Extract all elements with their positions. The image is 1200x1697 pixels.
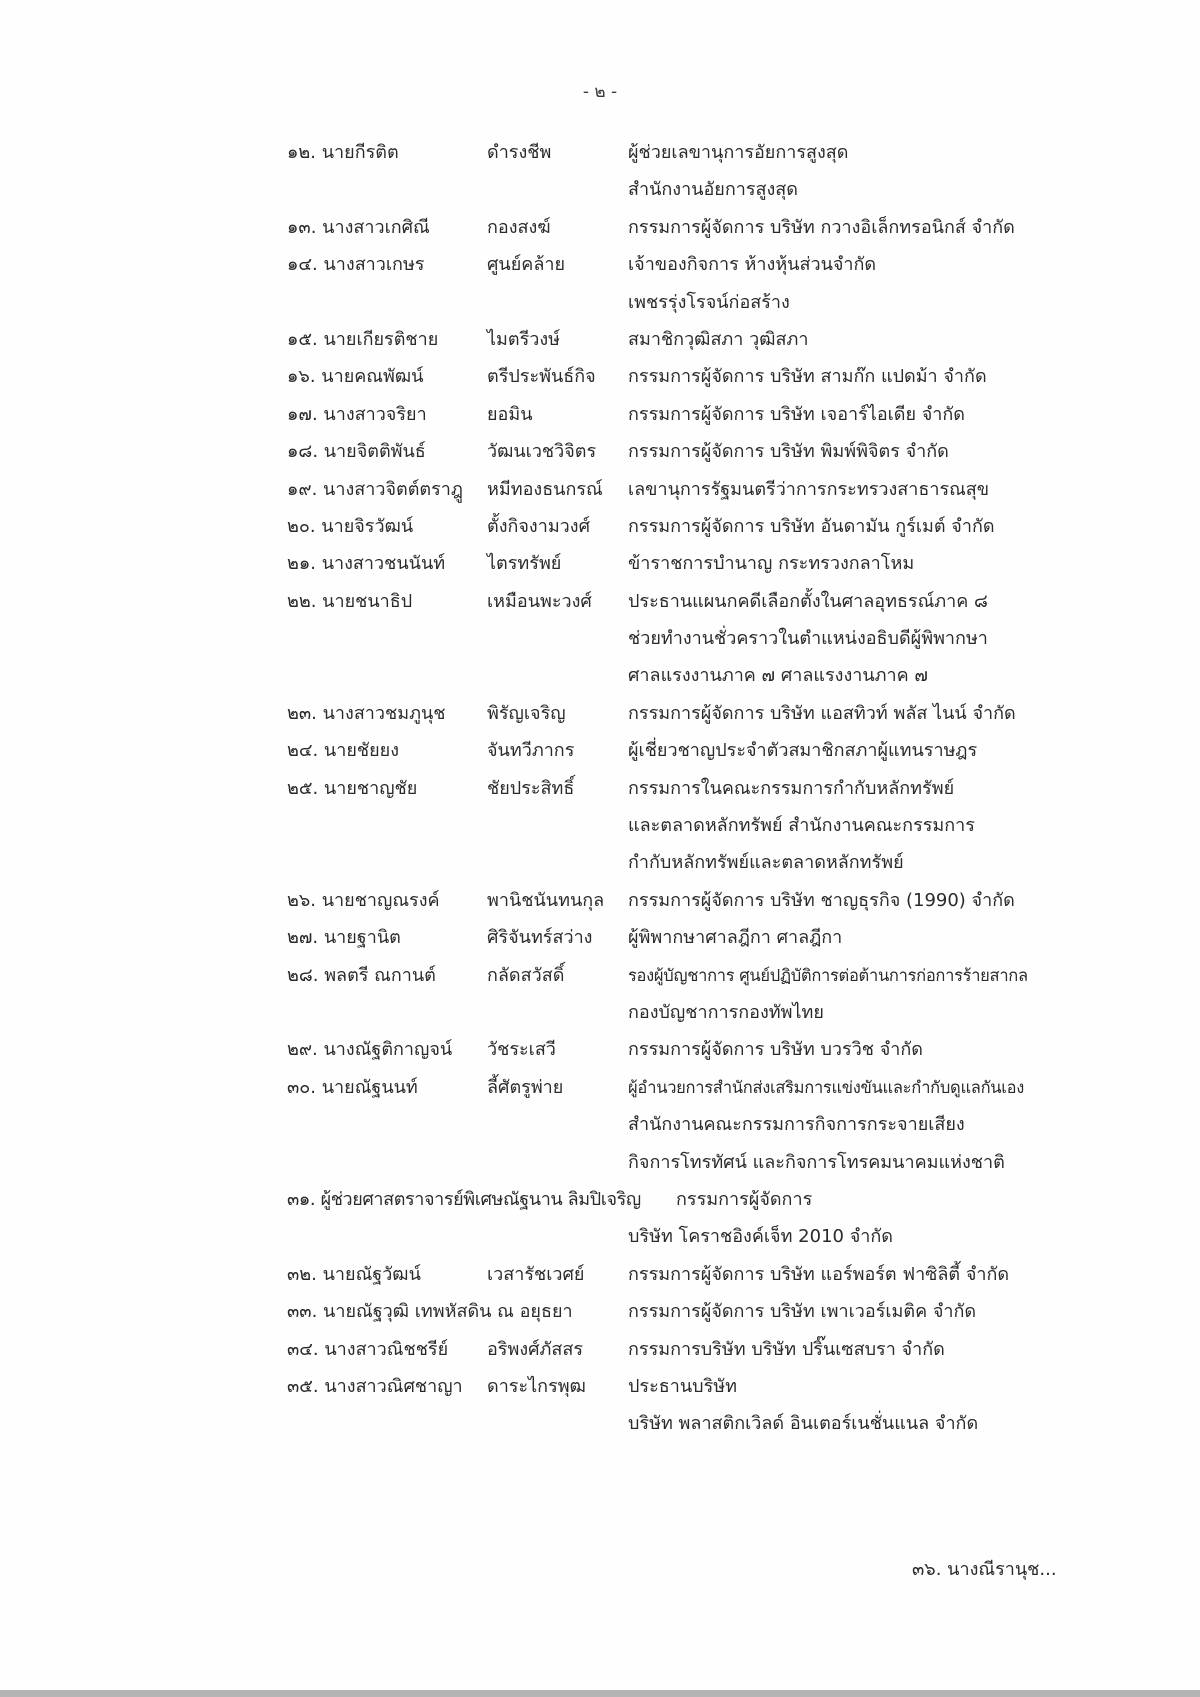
list-item (0, 1368, 1200, 1405)
appointee-name: ๑๔. นางสาวเกษร (287, 254, 425, 276)
appointee-surname: พานิชนันทนกุล (487, 889, 605, 911)
appointee-position: กรรมการบริษัท บริษัท ปริ๊นเซสบรา จำกัด (628, 1338, 945, 1360)
appointee-surname: เวสารัชเวศย์ (487, 1263, 585, 1285)
appointee-surname: ดำรงชีพ (487, 142, 552, 163)
appointee-name: ๑๒. นายกีรติต (287, 142, 399, 163)
appointee-name: ๓๒. นายณัฐวัฒน์ (287, 1263, 421, 1285)
continuation-marker: ๓๖. นางณีรานุช... (912, 1559, 1057, 1580)
appointee-position: สมาชิกวุฒิสภา วุฒิสภา (628, 328, 809, 350)
appointee-name: ๑๙. นางสาวจิตต์ตราฎู (287, 478, 463, 500)
appointee-position: ผู้เชี่ยวชาญประจำตัวสมาชิกสภาผู้แทนราษฎร (628, 740, 978, 762)
appointee-position: กรรมการผู้จัดการ บริษัท แอสทิวท์ พลัส ไนน์ จำกัด (628, 702, 1016, 724)
appointee-name: ๒๐. นายจิรวัฒน์ (287, 515, 414, 537)
appointee-position: ประธานแผนกคดีเลือกตั้งในศาลอุทธรณ์ภาค ๘ (628, 590, 988, 612)
appointee-name: ๓๐. นายณัฐนนท์ (287, 1076, 418, 1098)
appointee-position: กรรมการผู้จัดการ บริษัท แอร์พอร์ต ฟาซิลิตี้ จำกัด (628, 1263, 1010, 1285)
appointee-surname: ศิริจันทร์สว่าง (487, 927, 593, 949)
list-item-continuation (0, 1405, 1200, 1442)
appointee-position: กำกับหลักทรัพย์และตลาดหลักทรัพย์ (628, 852, 904, 874)
list-item-continuation (0, 1218, 1200, 1255)
page-bottom-border (0, 1690, 1200, 1697)
list-item (0, 695, 1200, 732)
appointee-name: ๑๗. นางสาวจริยา (287, 403, 427, 425)
list-item (0, 1293, 1200, 1330)
list-item (0, 471, 1200, 508)
appointee-position: ศาลแรงงานภาค ๗ ศาลแรงงานภาค ๗ (628, 665, 928, 687)
appointee-position: เลขานุการรัฐมนตรีว่าการกระทรวงสาธารณสุข (628, 478, 990, 500)
list-item (0, 433, 1200, 470)
list-item (0, 134, 1200, 171)
appointee-position: บริษัท โคราชอิงค์เจ็ท 2010 จำกัด (628, 1226, 893, 1248)
appointee-surname: ไตรทรัพย์ (487, 553, 562, 575)
list-item (0, 1031, 1200, 1068)
list-item (0, 358, 1200, 395)
appointee-position: ประธานบริษัท (628, 1375, 737, 1397)
list-item-continuation (0, 657, 1200, 694)
appointee-surname: ยอมิน (487, 403, 533, 425)
appointee-surname: ชัยประสิทธิ์ (487, 777, 575, 799)
appointee-position: กรรมการผู้จัดการ บริษัท เพาเวอร์เมติค จำกัด (628, 1301, 977, 1323)
list-item (0, 246, 1200, 283)
appointee-surname: วัชระเสวี (487, 1039, 556, 1061)
list-item (0, 1181, 1200, 1218)
appointee-surname: กองสงฆ์ (487, 216, 551, 238)
appointee-position: กรรมการในคณะกรรมการกำกับหลักทรัพย์ (628, 777, 955, 799)
appointee-name: ๒๑. นางสาวชนนันท์ (287, 553, 446, 575)
appointee-name: ๓๔. นางสาวณิชชรีย์ (287, 1338, 449, 1360)
appointee-name: ๒๘. พลตรี ณกานต์ (287, 964, 436, 986)
appointee-position: กองบัญชาการกองทัพไทย (628, 1001, 824, 1023)
appointee-position: รองผู้บัญชาการ ศูนย์ปฏิบัติการต่อต้านการก่อการร้ายสากล (628, 965, 1028, 985)
appointee-position: ช่วยทำงานชั่วคราวในตำแหน่งอธิบดีผู้พิพากษา (628, 628, 988, 650)
appointee-name: ๒๕. นายชาญชัย (287, 777, 418, 799)
appointee-name: ๒๖. นายชาญณรงค์ (287, 889, 440, 911)
appointee-position: กิจการโทรทัศน์ และกิจการโทรคมนาคมแห่งชาติ (628, 1151, 1005, 1173)
list-item (0, 957, 1200, 994)
appointee-surname: วัฒนเวชวิจิตร (487, 441, 597, 463)
appointee-surname: จันทวีภากร (487, 740, 575, 762)
list-item (0, 770, 1200, 807)
appointee-name: ๑๘. นายจิตติพันธ์ (287, 441, 426, 463)
list-item (0, 1069, 1200, 1106)
appointee-position: บริษัท พลาสติกเวิลด์ อินเตอร์เนชั่นแนล จำกัด (628, 1413, 979, 1435)
appointee-position: สำนักงานคณะกรรมการกิจการกระจายเสียง (628, 1114, 965, 1136)
list-item (0, 396, 1200, 433)
list-item (0, 919, 1200, 956)
appointee-position: กรรมการผู้จัดการ บริษัท เจอาร์ไอเดีย จำกัด (628, 403, 965, 425)
appointee-position: กรรมการผู้จัดการ บริษัท พิมพ์พิจิตร จำกัด (628, 441, 949, 463)
appointee-position: กรรมการผู้จัดการ บริษัท สามก๊ก แปดม้า จำกัด (628, 366, 987, 388)
appointee-name: ๒๓. นางสาวชมภูนุช (287, 702, 446, 724)
appointee-surname: อริพงศ์ภัสสร (487, 1338, 584, 1360)
appointee-name: ๒๙. นางณัฐติกาญจน์ (287, 1039, 453, 1061)
appointee-surname: ไมตรีวงษ์ (487, 328, 561, 350)
appointee-position: ข้าราชการบำนาญ กระทรวงกลาโหม (628, 553, 915, 575)
appointee-surname: เหมือนพะวงศ์ (487, 590, 592, 612)
list-item (0, 1331, 1200, 1368)
appointee-name: ๑๓. นางสาวเกศิณี (287, 216, 430, 238)
list-item-continuation (0, 171, 1200, 208)
appointee-name: ๑๕. นายเกียรติชาย (287, 328, 439, 350)
list-item-continuation (0, 994, 1200, 1031)
list-item-continuation (0, 620, 1200, 657)
appointee-surname: ลี้ศัตรูพ่าย (487, 1076, 564, 1098)
appointee-name: ๒๗. นายฐานิต (287, 927, 401, 949)
list-item (0, 321, 1200, 358)
appointee-position: และตลาดหลักทรัพย์ สำนักงานคณะกรรมการ (628, 815, 975, 837)
appointee-name: ๓๓. นายณัฐวุฒิ เทพหัสดิน ณ อยุธยา (287, 1301, 573, 1323)
appointee-surname: ศูนย์คล้าย (487, 254, 566, 276)
appointee-surname: ตั้งกิจงามวงศ์ (487, 515, 591, 537)
list-item (0, 1256, 1200, 1293)
appointee-name: ๑๖. นายคณพัฒน์ (287, 366, 424, 388)
list-item-continuation (0, 1106, 1200, 1143)
appointee-surname: กลัดสวัสดิ์ (487, 964, 565, 986)
appointee-name: ๒๒. นายชนาธิป (287, 590, 413, 612)
list-item (0, 209, 1200, 246)
list-item (0, 545, 1200, 582)
appointee-position: ผู้อำนวยการสำนักส่งเสริมการแข่งขันและกำกับดูแลกันเอง (628, 1077, 1024, 1097)
appointee-list (0, 134, 1200, 1443)
appointee-position: เพชรรุ่งโรจน์ก่อสร้าง (628, 291, 790, 313)
list-item (0, 882, 1200, 919)
list-item-continuation (0, 807, 1200, 844)
appointee-position: กรรมการผู้จัดการ บริษัท ชาญธุรกิจ (1990) จำกัด (628, 889, 1015, 911)
list-item-continuation (0, 284, 1200, 321)
appointee-position: สำนักงานอัยการสูงสุด (628, 179, 798, 201)
page-number: - ๒ - (582, 82, 618, 102)
appointee-position: กรรมการผู้จัดการ (676, 1188, 813, 1210)
appointee-name: ๒๔. นายชัยยง (287, 740, 399, 762)
appointee-surname: ตรีประพันธ์กิจ (487, 366, 596, 388)
appointee-position: ผู้พิพากษาศาลฎีกา ศาลฎีกา (628, 927, 843, 949)
list-item (0, 732, 1200, 769)
appointee-surname: พิรัญเจริญ (487, 702, 566, 724)
appointee-name: ๓๕. นางสาวณิศชาญา (287, 1375, 463, 1397)
appointee-position: กรรมการผู้จัดการ บริษัท กวางอิเล็กทรอนิกส์ จำกัด (628, 216, 1015, 238)
list-item-continuation (0, 844, 1200, 881)
appointee-position: ผู้ช่วยเลขานุการอัยการสูงสุด (628, 142, 849, 163)
appointee-name: ๓๑. ผู้ช่วยศาสตราจารย์พิเศษณัฐนาน ลิมปิเจริญ (287, 1188, 641, 1210)
list-item-continuation (0, 1144, 1200, 1181)
appointee-position: กรรมการผู้จัดการ บริษัท บวรวิช จำกัด (628, 1039, 923, 1061)
appointee-position: กรรมการผู้จัดการ บริษัท อันดามัน กูร์เมต์ จำกัด (628, 515, 995, 537)
list-item (0, 583, 1200, 620)
list-item (0, 508, 1200, 545)
appointee-surname: ดาระไกรพุฒ (487, 1375, 586, 1397)
appointee-surname: หมีทองธนกรณ์ (487, 478, 603, 500)
appointee-position: เจ้าของกิจการ ห้างหุ้นส่วนจำกัด (628, 254, 877, 276)
